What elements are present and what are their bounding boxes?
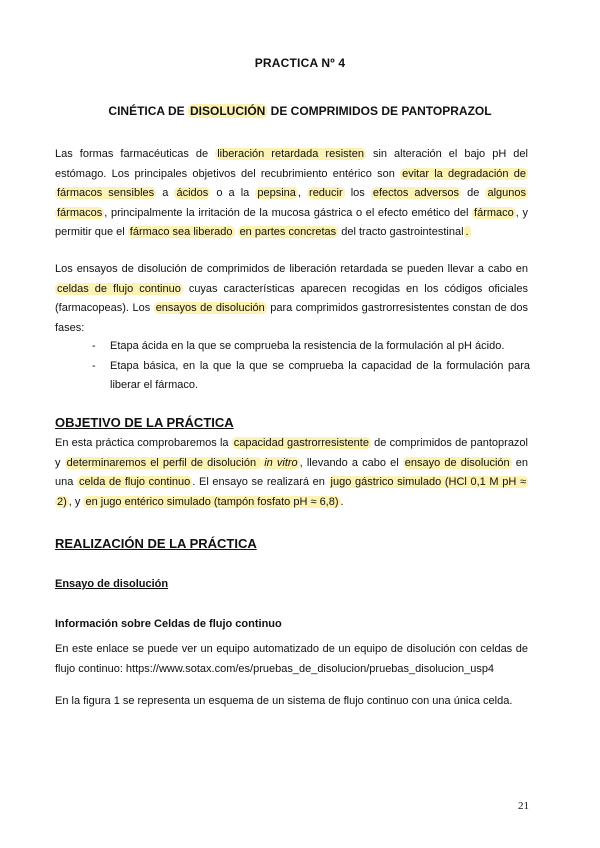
- text-run: , y: [68, 495, 84, 508]
- text-run: ,: [297, 187, 308, 199]
- intro-paragraph-1: [55, 145, 528, 243]
- text-run: en una: [55, 456, 528, 488]
- highlighted-text: liberación retardada resisten: [217, 148, 364, 160]
- highlighted-text: celda de flujo continuo: [79, 476, 191, 488]
- highlighted-text: pepsina: [257, 187, 296, 199]
- text-run: a: [156, 187, 175, 199]
- text-run: , llevando a cabo el: [299, 456, 403, 469]
- page-number: 21: [518, 800, 529, 812]
- list-item-text: Etapa ácida en la que se comprueba la resistencia de la formulación al pH ácido.: [110, 340, 505, 352]
- link-paragraph: En este enlace se puede ver un equipo automatizado de un equipo de disolución con celdas de flujo continuo: https://www.sotax.com/es/pruebas_de_disolucion/pruebas_disolucion_usp4: [55, 643, 528, 675]
- text-run: cuyas características aparecen recogidas en los códigos oficiales (farmacopeas). Los: [55, 282, 528, 314]
- list-item: [92, 357, 530, 396]
- highlighted-text: en jugo entérico simulado (tampón fosfato pH ≈ 6,8): [85, 495, 339, 508]
- highlighted-text: fármaco sea liberado: [129, 226, 233, 238]
- text-run: . El ensayo se realizará en: [192, 476, 329, 488]
- list-item-text: Etapa básica, en la que la que se comprueba la capacidad de la formulación para liberar el fármaco.: [110, 359, 530, 391]
- bullet-marker: -: [92, 340, 96, 352]
- text-run: del tracto gastrointestinal: [338, 226, 464, 238]
- highlighted-text: in vitro: [264, 456, 298, 469]
- highlighted-text: ensayo de disolución: [404, 456, 510, 469]
- highlighted-text: .: [465, 226, 469, 238]
- bullet-marker: -: [92, 359, 96, 372]
- document-title: [0, 104, 600, 118]
- title-prefix: CINÉTICA DE: [108, 104, 188, 118]
- highlighted-text: jugo gástrico simulado (HCl 0,1 M pH ≈ 2): [57, 476, 526, 508]
- text-run: , principalmente la irritación de la mucosa gástrica o el efecto emético del: [104, 206, 473, 219]
- text-run: para comprimidos gastrorresistentes constan de dos fases:: [55, 302, 528, 334]
- text-run: Los ensayos de disolución de comprimidos de liberación retardada se pueden llevar a cabo en: [55, 263, 528, 275]
- text-run: de comprimidos de pantoprazol y: [55, 437, 528, 469]
- text-run: sin alteración el bajo pH del estómago. Los principales objetivos del recubrimiento entérico son: [55, 148, 528, 180]
- text-run: o a la: [210, 187, 256, 199]
- practice-number: PRACTICA Nº 4: [254, 56, 346, 70]
- title-suffix: DE COMPRIMIDOS DE PANTOPRAZOL: [267, 104, 492, 118]
- highlighted-text: determinaremos el perfil de disolución: [66, 456, 261, 469]
- phase-list: [92, 337, 530, 396]
- highlighted-text: reducir: [309, 187, 343, 199]
- figure-paragraph: En la figura 1 se representa un esquema de un sistema de flujo continuo con una única celda.: [55, 695, 513, 707]
- text-run: .: [340, 495, 344, 508]
- highlighted-text: capacidad gastrorresistente: [233, 437, 369, 449]
- highlighted-text: ácidos: [176, 187, 209, 199]
- objective-heading: OBJETIVO DE LA PRÁCTICA: [55, 415, 234, 430]
- flow-cell-info-heading: Información sobre Celdas de flujo continuo: [55, 618, 282, 630]
- list-item: [92, 337, 530, 357]
- title-highlight: DISOLUCIÓN: [189, 104, 266, 118]
- objective-paragraph: [55, 434, 528, 512]
- text-run: los: [344, 187, 371, 199]
- highlighted-text: efectos adversos: [372, 187, 460, 199]
- highlighted-text: celdas de flujo continuo: [57, 282, 181, 295]
- highlighted-text: fármaco: [474, 206, 514, 219]
- highlighted-text: algunos fármacos: [57, 187, 526, 219]
- text-run: En esta práctica comprobaremos la: [55, 437, 232, 449]
- dissolution-test-subheading: Ensayo de disolución: [55, 578, 169, 590]
- intro-paragraph-2: [55, 260, 528, 338]
- realization-heading: REALIZACIÓN DE LA PRÁCTICA: [55, 536, 257, 551]
- text-run: Las formas farmacéuticas de: [55, 148, 216, 160]
- highlighted-text: en partes concretas: [239, 226, 337, 238]
- highlighted-text: ensayos de disolución: [155, 302, 265, 314]
- text-run: de: [461, 187, 486, 199]
- highlighted-text: evitar la degradación de fármacos sensibles: [57, 167, 526, 199]
- text-run: , y permitir que el: [55, 206, 528, 238]
